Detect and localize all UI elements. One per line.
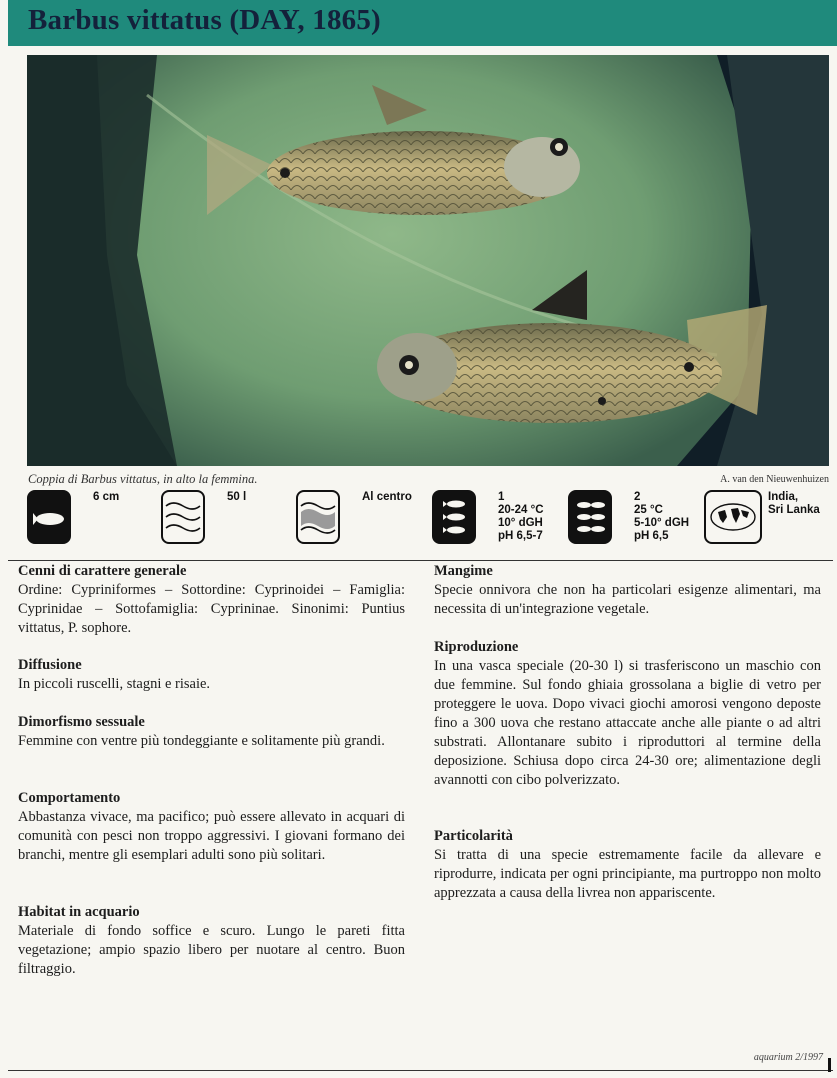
section-behaviour — [18, 789, 405, 865]
title-bar — [8, 0, 837, 46]
size-icon — [27, 490, 71, 544]
care-ph: pH 6,5-7 — [498, 530, 543, 542]
care-level: 1 — [498, 491, 505, 503]
breeding-hardness: 5-10° dGH — [634, 517, 690, 529]
section-text: Materiale di fondo soffice e scuro. Lungo le pareti fitta vegetazione; ampio spazio libero per nuotare al centro. Buon filtraggio. — [18, 923, 405, 977]
footer-source: aquarium 2/1997 — [753, 1052, 823, 1063]
fish-photo — [27, 55, 829, 466]
breeding-icon — [568, 490, 612, 544]
breeding-level: 2 — [634, 491, 641, 503]
fish-photo-illustration — [27, 55, 829, 466]
section-particularities — [434, 827, 821, 903]
size-label: 6 cm — [93, 491, 120, 503]
photo-credit: A. van den Nieuwenhuizen — [720, 474, 829, 485]
care-hardness: 10° dGH — [498, 517, 543, 529]
section-heading: Diffusione — [18, 657, 82, 673]
page-marker — [828, 1058, 831, 1072]
divider-top — [8, 560, 833, 561]
section-text: Abbastanza vivace, ma pacifico; può essere allevato in acquari di comunità con pesci non troppo aggressivi. I giovani formano dei branchi, mentre gli esemplari adulti sono più solitari. — [18, 809, 405, 863]
breeding-ph: pH 6,5 — [634, 530, 669, 542]
breeding-temp: 25 °C — [634, 504, 663, 516]
origin-label — [768, 491, 820, 517]
origin-line-2: Sri Lanka — [768, 504, 820, 516]
breeding-info — [634, 491, 689, 543]
section-text: In una vasca speciale (20-30 l) si trasferiscono un maschio con due femmine. Sul fondo ghiaia grossolana a biglie di vetro per proteggere le uova. Dopo vivaci giochi amorosi vengono deposte fino a 300 uova che restano attaccate anche alle piante o ad altri substrati. Allontanare subito i riproduttori al termine della deposizione. Schiusa dopo circa 24-30 ore; alimentazione degli avannotti con cibo polverizzato. — [434, 658, 821, 788]
volume-label: 50 l — [227, 491, 247, 503]
care-temp: 20-24 °C — [498, 504, 544, 516]
origin-line-1: India, — [768, 491, 799, 503]
section-text: Ordine: Cypriniformes – Sottordine: Cyprinoidei – Famiglia: Cyprinidae – Sottofamiglia: Cyprininae. Sinonimi: Puntius vittatus, P. sophore. — [18, 582, 405, 636]
section-text: Femmine con ventre più tondeggiante e solitamente più grandi. — [18, 733, 385, 749]
section-dimorphism — [18, 713, 405, 751]
section-food — [434, 562, 821, 619]
section-general — [18, 562, 405, 638]
page-title: Barbus vittatus (DAY, 1865) — [28, 4, 381, 36]
volume-icon — [161, 490, 205, 544]
section-heading: Dimorfismo sessuale — [18, 714, 145, 730]
section-heading: Habitat in acquario — [18, 904, 140, 920]
section-heading: Cenni di carattere generale — [18, 563, 187, 579]
section-text: In piccoli ruscelli, stagni e risaie. — [18, 676, 211, 692]
section-distribution — [18, 656, 405, 694]
section-habitat — [18, 903, 405, 979]
photo-caption: Coppia di Barbus vittatus, in alto la femmina. — [28, 472, 258, 486]
section-heading: Mangime — [434, 563, 493, 579]
care-info — [498, 491, 544, 543]
section-heading: Riproduzione — [434, 639, 519, 655]
section-reproduction — [434, 638, 821, 790]
section-text: Specie onnivora che non ha particolari esigenze alimentari, ma necessita di un'integrazione vegetale. — [434, 582, 821, 617]
difficulty-care-icon — [432, 490, 476, 544]
world-map-icon — [704, 490, 762, 544]
section-heading: Comportamento — [18, 790, 121, 806]
section-text: Si tratta di una specie estremamente facile da allevare e riprodurre, indicata per ogni principiante, ma purtroppo non molto apprezzata a causa della livrea non appariscente. — [434, 847, 821, 901]
swim-zone-icon — [296, 490, 340, 544]
divider-bottom — [8, 1070, 833, 1071]
swim-zone-label: Al centro — [362, 491, 412, 503]
section-heading: Particolarità — [434, 828, 513, 844]
